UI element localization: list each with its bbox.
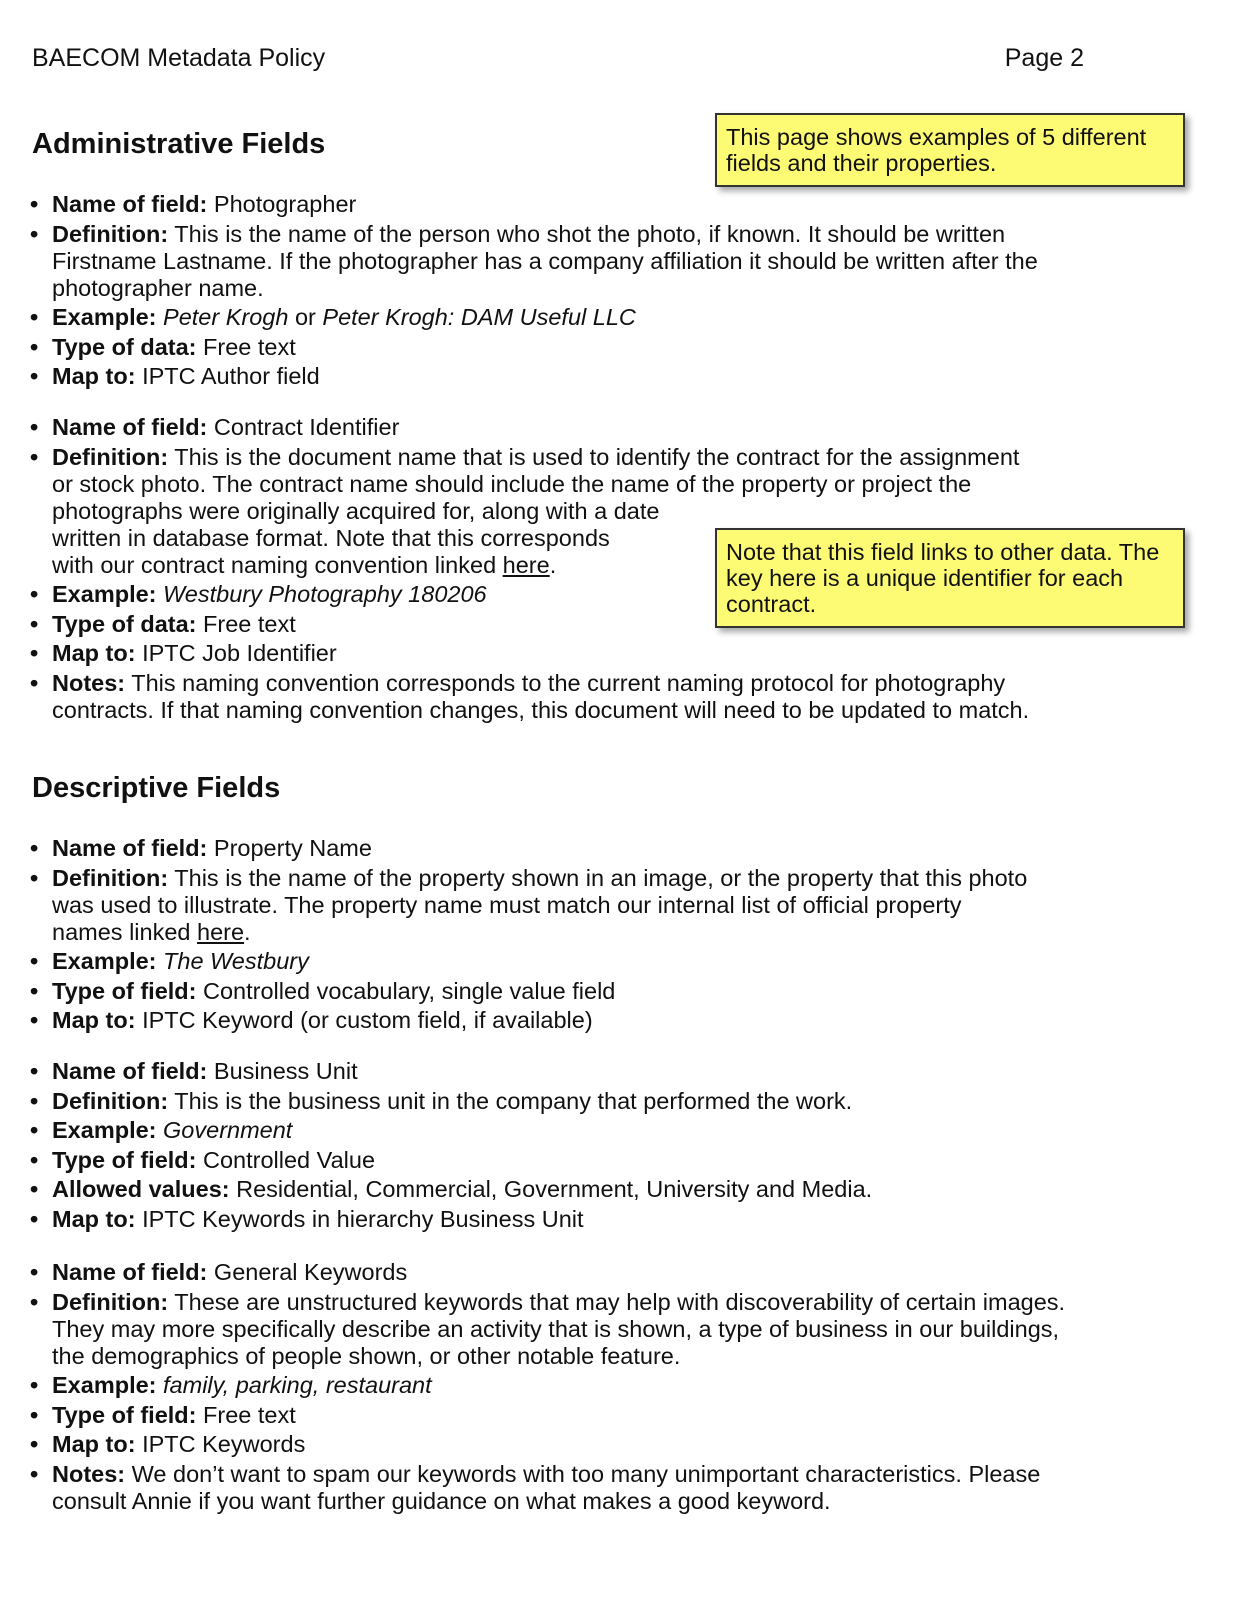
field-value: Property Name (213, 835, 372, 861)
field-value: This is the business unit in the company that performed the work. (174, 1087, 853, 1114)
list-item (30, 1372, 1070, 1399)
field-label: Name of field: (52, 1058, 208, 1084)
field-value: Photographer (213, 191, 357, 217)
field-list-business-unit (30, 1058, 1070, 1235)
field-value: This is the name of the property shown in an image, or the property that this photo was used to illustrate. The property name must match our internal list of official property names linked (52, 864, 1028, 945)
list-item (30, 948, 1030, 975)
field-label: Type of field: (52, 1401, 197, 1428)
field-label: Map to: (52, 1431, 136, 1457)
example-value: family, parking, restaurant (163, 1372, 432, 1398)
example-connector: or (294, 304, 316, 330)
field-value: Free text (203, 610, 296, 637)
field-value: Controlled Value (203, 1146, 376, 1173)
field-value: This naming convention corresponds to the current naming protocol for photography contracts. If that naming convention changes, this document will need to be updated to match. (52, 669, 1030, 723)
field-value: General Keywords (213, 1259, 408, 1285)
document-title: BAECOM Metadata Policy (32, 44, 326, 72)
list-item (30, 1431, 1070, 1458)
list-item (30, 1117, 1070, 1144)
field-list-general-keywords (30, 1259, 1070, 1517)
field-value: with our contract naming convention linked (52, 551, 497, 578)
sticky-note-contract: Note that this field links to other data. The key here is a unique identifier for each contract. (715, 528, 1185, 628)
field-label: Type of field: (52, 1146, 197, 1173)
example-value: Peter Krogh (163, 304, 289, 330)
field-value: IPTC Keyword (or custom field, if available) (142, 1007, 593, 1033)
field-label: Map to: (52, 1205, 136, 1232)
field-value: Controlled vocabulary, single value field (203, 977, 616, 1004)
field-label: Name of field: (52, 191, 208, 217)
list-item (30, 978, 1030, 1005)
field-label: Type of field: (52, 977, 197, 1004)
list-item (30, 414, 1090, 441)
punctuation: . (244, 918, 251, 945)
field-label: Definition: (52, 1288, 169, 1315)
field-list-photographer (30, 191, 1070, 393)
field-label: Definition: (52, 864, 169, 891)
field-label: Allowed values: (52, 1176, 230, 1202)
field-label: Type of data: (52, 333, 197, 360)
field-label: Notes: (52, 1460, 126, 1487)
field-label: Example: (52, 304, 157, 330)
list-item (30, 304, 1070, 331)
list-item (30, 1147, 1070, 1174)
field-label: Example: (52, 581, 157, 607)
field-label: Example: (52, 1117, 157, 1143)
field-label: Definition: (52, 220, 169, 247)
field-value: IPTC Author field (142, 363, 320, 389)
list-item (30, 1176, 1070, 1203)
field-label: Type of data: (52, 610, 197, 637)
list-item (30, 640, 1090, 667)
property-list-link[interactable]: here (197, 918, 245, 945)
page-number: Page 2 (1004, 44, 1084, 72)
field-label: Map to: (52, 1007, 136, 1033)
punctuation: . (549, 551, 557, 578)
field-value: IPTC Keywords (142, 1431, 306, 1457)
field-value: Free text (203, 1401, 296, 1428)
example-value: Government (163, 1117, 293, 1143)
field-label: Name of field: (52, 835, 208, 861)
field-label: Definition: (52, 443, 169, 470)
field-label: Name of field: (52, 1259, 208, 1285)
field-list-property (30, 835, 1030, 1037)
list-item (30, 1402, 1070, 1429)
field-value: This is the document name that is used to identify the contract for the assignment (174, 443, 1020, 470)
list-item (30, 1206, 1070, 1233)
field-label: Definition: (52, 1087, 169, 1114)
section-title-descriptive: Descriptive Fields (32, 772, 281, 804)
list-item (30, 1289, 1070, 1370)
list-item (30, 334, 1070, 361)
contract-naming-link[interactable]: here (502, 551, 550, 578)
field-value: written in database format. Note that this corresponds (52, 524, 610, 551)
field-label: Name of field: (52, 414, 208, 440)
section-title-administrative: Administrative Fields (32, 128, 326, 160)
field-value: These are unstructured keywords that may help with discoverability of certain images. They may more specifically describe an activity that is shown, a type of business in our buildings, the demographics of people shown, or other notable feature. (52, 1288, 1066, 1369)
list-item (30, 670, 1090, 724)
field-value: Business Unit (213, 1058, 358, 1084)
field-label: Map to: (52, 363, 136, 389)
example-value: Peter Krogh: DAM Useful LLC (322, 304, 636, 330)
list-item (30, 1058, 1070, 1085)
field-label: Map to: (52, 640, 136, 666)
list-item (30, 221, 1070, 302)
sticky-note-overview: This page shows examples of 5 different fields and their properties. (715, 113, 1185, 187)
field-value: or stock photo. The contract name should include the name of the property or project the (52, 470, 972, 497)
list-item (30, 1259, 1070, 1286)
list-item (30, 835, 1030, 862)
field-value: Contract Identifier (213, 414, 400, 440)
field-value: We don’t want to spam our keywords with too many unimportant characteristics. Please consult Annie if you want further guidance on what makes a good keyword. (52, 1460, 1041, 1514)
field-label: Notes: (52, 669, 126, 696)
list-item (30, 1461, 1070, 1515)
field-value: This is the name of the person who shot the photo, if known. It should be written Firstname Lastname. If the photographer has a company affiliation it should be written after the photographer name. (52, 220, 1038, 301)
field-value: IPTC Job Identifier (142, 640, 337, 666)
list-item (30, 1088, 1070, 1115)
field-value: photographs were originally acquired for, along with a date (52, 497, 660, 524)
field-value: IPTC Keywords in hierarchy Business Unit (142, 1205, 584, 1232)
field-value: Residential, Commercial, Government, University and Media. (236, 1176, 873, 1202)
list-item (30, 191, 1070, 218)
field-label: Example: (52, 948, 157, 974)
list-item (30, 1007, 1030, 1034)
list-item (30, 865, 1030, 946)
example-value: The Westbury (163, 948, 309, 974)
field-label: Example: (52, 1372, 157, 1398)
page-header (32, 44, 1084, 80)
example-value: Westbury Photography 180206 (163, 581, 487, 607)
list-item (30, 363, 1070, 390)
field-value: Free text (203, 333, 296, 360)
